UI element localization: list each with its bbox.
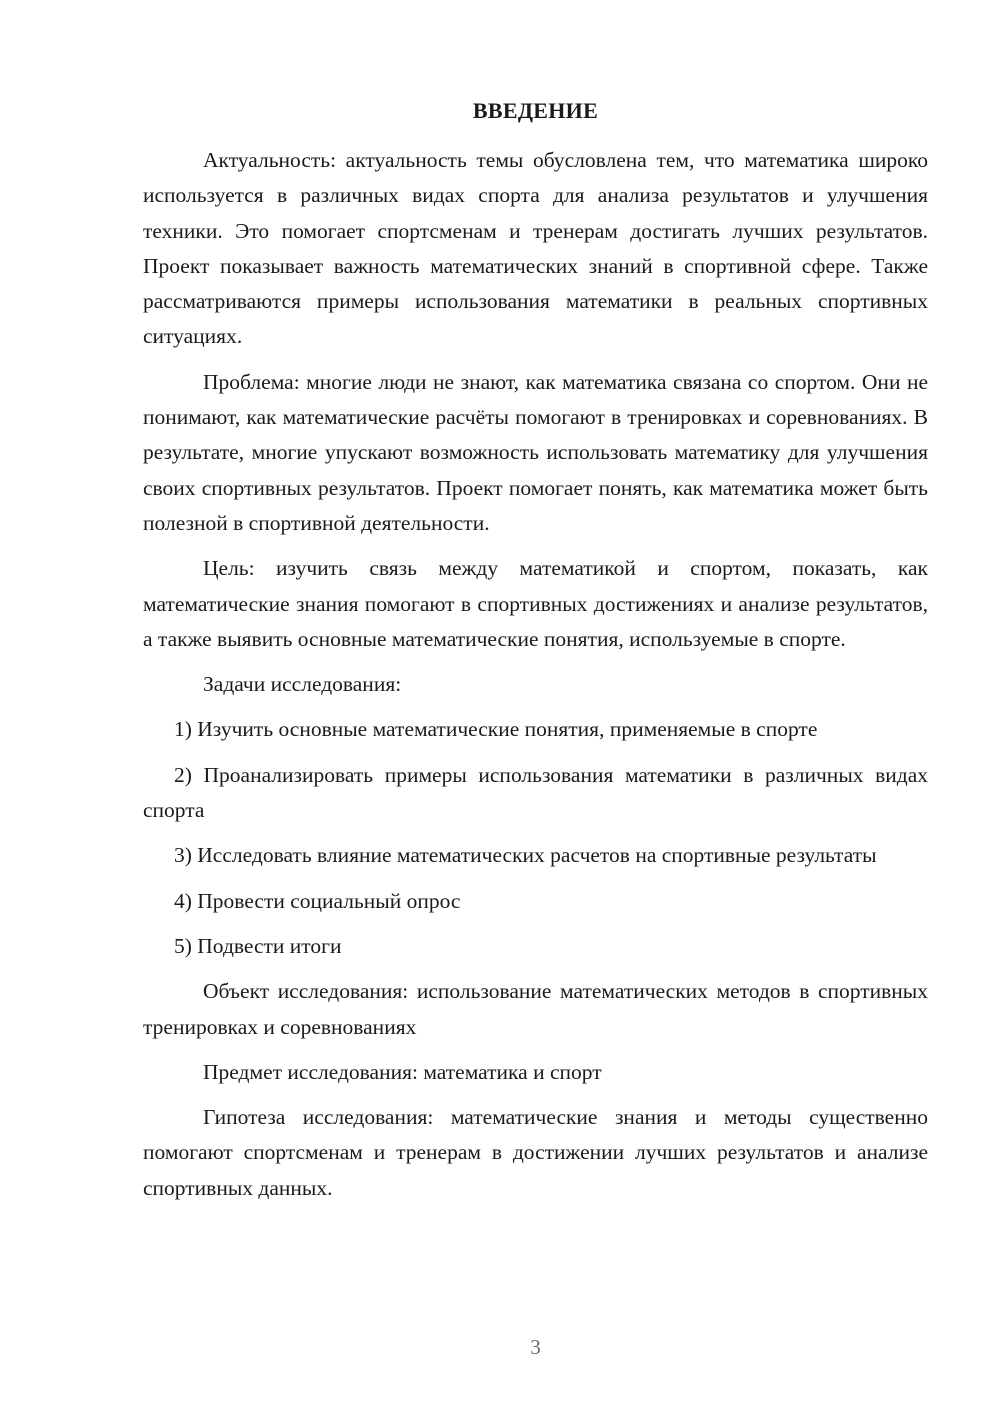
tasks-heading: Задачи исследования: bbox=[203, 672, 402, 697]
section-title: ВВЕДЕНИЕ bbox=[472, 98, 599, 123]
task-item: 4) Провести социальный опрос bbox=[174, 888, 461, 913]
task-item: 5) Подвести итоги bbox=[174, 933, 342, 958]
paragraph-hypothesis: Гипотеза исследования: математические знания и методы существенно помогают спортсменам и тренерам в достижении лучших результатов и анализе спортивных данных. bbox=[143, 1105, 928, 1200]
task-item: 1) Изучить основные математические понятия, применяемые в спорте bbox=[174, 717, 818, 742]
paragraph-subject: Предмет исследования: математика и спорт bbox=[203, 1059, 602, 1084]
paragraph-problem: Проблема: многие люди не знают, как математика связана со спортом. Они не понимают, как математические расчёты помогают в тренировках и соревнованиях. В результате, многие упускают возможность использовать математику для улучшения своих спортивных результатов. Проект помогает понять, как математика может быть полезной в спортивной деятельности. bbox=[143, 369, 928, 535]
body-text bbox=[143, 143, 928, 1216]
paragraph-goal: Цель: изучить связь между математикой и спортом, показать, как математические знания помогают в спортивных достижениях и анализе результатов, а также выявить основные математические понятия, используемые в спорте. bbox=[143, 556, 928, 651]
page-number: 3 bbox=[530, 1335, 541, 1359]
document-page bbox=[143, 0, 928, 1414]
paragraph-relevance: Актуальность: актуальность темы обусловлена тем, что математика широко используется в различных видах спорта для анализа результатов и улучшения техники. Это помогает спортсменам и тренерам достигать лучших результатов. Проект показывает важность математических знаний в спортивной сфере. Также рассматриваются примеры использования математики в реальных спортивных ситуациях. bbox=[143, 148, 928, 349]
paragraph-object: Объект исследования: использование математических методов в спортивных тренировках и соревнованиях bbox=[143, 979, 928, 1039]
task-item: 3) Исследовать влияние математических расчетов на спортивные результаты bbox=[174, 843, 877, 868]
task-item: 2) Проанализировать примеры использования математики в различных видах спорта bbox=[143, 762, 928, 823]
